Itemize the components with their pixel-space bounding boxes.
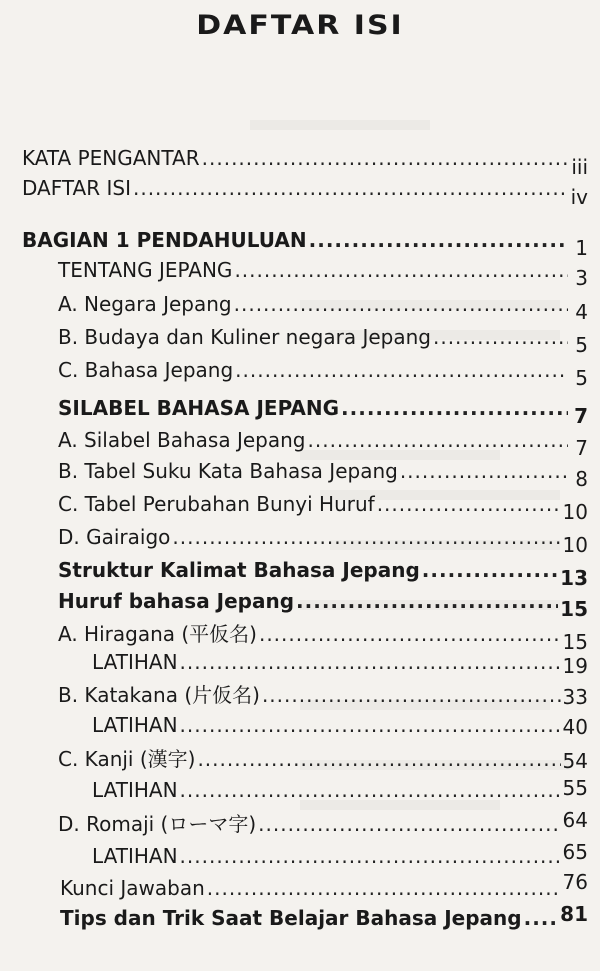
- toc-entry: [58, 325, 588, 357]
- toc-entry-label: C. Bahasa Jepang: [58, 358, 234, 382]
- toc-entry: [60, 870, 588, 900]
- toc-entry: [58, 459, 588, 491]
- dot-leader: [309, 230, 568, 250]
- toc-entry-label: D. Gairaigo: [58, 525, 171, 549]
- toc-entry: [58, 747, 588, 773]
- toc-entry: [58, 808, 588, 836]
- toc-entry-page: 1: [575, 236, 588, 260]
- toc-entry-page: 7: [574, 404, 588, 428]
- toc-entry: [60, 902, 588, 930]
- toc-entry-label: Huruf bahasa Jepang: [58, 589, 295, 613]
- toc-entry: [58, 258, 588, 290]
- toc-entry-page: 76: [562, 870, 588, 894]
- toc-entry-page: 5: [575, 333, 588, 357]
- dot-leader: [400, 461, 568, 481]
- toc-entry-label: LATIHAN: [92, 778, 178, 802]
- toc-entry-label: D. Romaji (ローマ字): [58, 812, 257, 836]
- dot-leader: [202, 148, 568, 168]
- dot-leader: [197, 749, 560, 769]
- dot-leader: [258, 814, 560, 834]
- toc-entry-page: iii: [571, 155, 588, 179]
- toc-entry: [58, 428, 588, 460]
- toc-entry-label: B. Budaya dan Kuliner negara Jepang: [58, 325, 431, 349]
- dot-leader: [308, 430, 569, 450]
- toc-entry-page: 10: [562, 533, 588, 557]
- toc-entry-label: C. Kanji (漢字): [58, 747, 196, 771]
- toc-entry-label: KATA PENGANTAR: [22, 146, 200, 170]
- toc-entry-label: DAFTAR ISI: [22, 176, 131, 200]
- toc-entry: [58, 292, 588, 324]
- toc-entry-page: 55: [562, 776, 588, 800]
- toc-entry-label: B. Katakana (片仮名): [58, 683, 260, 707]
- dot-leader: [259, 624, 561, 644]
- toc-entry: [92, 840, 588, 868]
- toc-entry-page: 3: [575, 266, 588, 290]
- toc-entry-page: 8: [575, 467, 588, 491]
- toc-entry-page: 10: [562, 500, 588, 524]
- toc-entry-page: iv: [570, 185, 588, 209]
- toc-entry: [22, 228, 588, 260]
- toc-entry: [92, 713, 588, 739]
- dot-leader: [234, 260, 568, 280]
- toc-entry-label: A. Negara Jepang: [58, 292, 232, 316]
- toc-entry-label: Kunci Jawaban: [60, 876, 205, 900]
- toc-entry-page: 5: [575, 366, 588, 390]
- dot-leader: [296, 591, 558, 611]
- dot-leader: [180, 846, 561, 866]
- toc-entry-page: 7: [575, 436, 588, 460]
- toc-entry-page: 15: [560, 597, 588, 621]
- toc-entry: [58, 525, 588, 557]
- toc-entry-label: A. Hiragana (平仮名): [58, 622, 257, 646]
- toc-entry-page: 40: [562, 715, 588, 739]
- dot-leader: [524, 908, 559, 928]
- dot-leader: [207, 878, 561, 898]
- dot-leader: [180, 715, 561, 735]
- toc-entry: [58, 558, 588, 590]
- toc-entry-label: SILABEL BAHASA JEPANG: [58, 396, 340, 420]
- toc-entry-page: 15: [562, 630, 588, 654]
- toc-entry: [58, 622, 588, 654]
- page-title: DAFTAR ISI: [196, 9, 404, 42]
- dot-leader: [180, 780, 561, 800]
- toc-entry-label: LATIHAN: [92, 713, 178, 737]
- toc-entry: [22, 146, 588, 179]
- toc-entry-page: 19: [562, 654, 588, 678]
- toc-entry: [58, 358, 588, 390]
- toc-entry-label: C. Tabel Perubahan Bunyi Huruf: [58, 492, 375, 516]
- toc-entry-label: Tips dan Trik Saat Belajar Bahasa Jepang: [60, 906, 522, 930]
- toc-entry: [58, 492, 588, 524]
- dot-leader: [235, 360, 568, 380]
- toc-entry-page: 54: [562, 749, 588, 773]
- toc-entry: [58, 589, 588, 621]
- dot-leader: [341, 398, 568, 418]
- toc-entry-label: LATIHAN: [92, 650, 178, 674]
- dot-leader: [422, 560, 558, 580]
- toc-entry-page: 65: [562, 840, 588, 864]
- toc-entry-label: BAGIAN 1 PENDAHULUAN: [22, 228, 307, 252]
- toc-entry-label: TENTANG JEPANG: [58, 258, 233, 282]
- toc-entry-label: A. Silabel Bahasa Jepang: [58, 428, 306, 452]
- toc-entry: [92, 776, 588, 802]
- toc-entry: [58, 396, 588, 428]
- toc-entry-page: 33: [562, 685, 588, 709]
- dot-leader: [433, 327, 568, 347]
- toc-entry: [58, 683, 588, 709]
- dot-leader: [234, 294, 568, 314]
- toc-entry-label: Struktur Kalimat Bahasa Jepang: [58, 558, 420, 582]
- dot-leader: [180, 652, 561, 672]
- dot-leader: [262, 685, 561, 705]
- toc-entry-label: LATIHAN: [92, 844, 178, 868]
- toc-entry-label: B. Tabel Suku Kata Bahasa Jepang: [58, 459, 398, 483]
- toc-entry-page: 4: [575, 300, 588, 324]
- toc-entry: [22, 176, 588, 209]
- toc-entry-page: 81: [560, 902, 588, 926]
- dot-leader: [172, 527, 560, 547]
- toc-entry-page: 64: [562, 808, 588, 832]
- dot-leader: [377, 494, 561, 514]
- dot-leader: [133, 178, 568, 198]
- toc-entry: [92, 650, 588, 678]
- toc-entry-page: 13: [560, 566, 588, 590]
